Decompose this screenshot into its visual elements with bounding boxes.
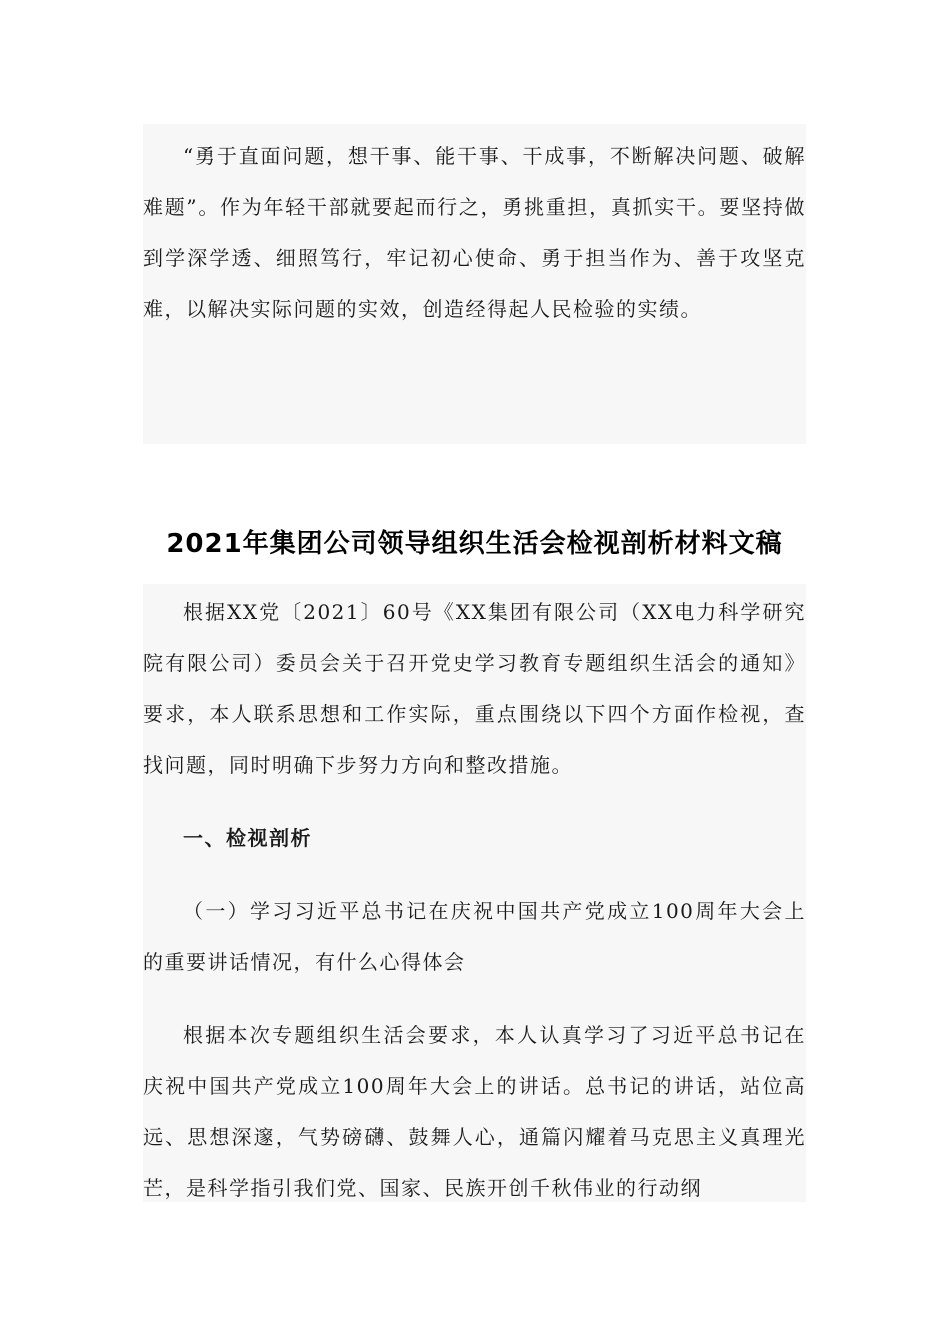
body-paragraph: 根据本次专题组织生活会要求，本人认真学习了习近平总书记在庆祝中国共产党成立100周年大会上的讲话。总书记的讲话，站位高远、思想深邃，气势磅礴、鼓舞人心，通篇闪耀着马克思主义真理光芒，是科学指引我们党、国家、民族开创千秋伟业的行动纲: [143, 1023, 806, 1200]
intro-paragraph: 根据XX党〔2021〕60号《XX集团有限公司（XX电力科学研究院有限公司）委员会关于召开党史学习教育专题组织生活会的通知》要求，本人联系思想和工作实际，重点围绕以下四个方面作检视，查找问题，同时明确下步努力方向和整改措施。: [143, 600, 806, 777]
document-title: 2021年集团公司领导组织生活会检视剖析材料文稿: [166, 529, 783, 559]
quote-paragraph: “勇于直面问题，想干事、能干事、干成事，不断解决问题、破解难题”。作为年轻干部就要起而行之，勇挑重担，真抓实干。要坚持做到学深学透、细照笃行，牢记初心使命、勇于担当作为、善于攻坚克难，以解决实际问题的实效，创造经得起人民检验的实绩。: [143, 144, 806, 321]
section-heading: 一、检视剖析: [183, 826, 312, 850]
quote-section: [143, 124, 806, 444]
document-body: [143, 584, 806, 1202]
sub-heading: （一）学习习近平总书记在庆祝中国共产党成立100周年大会上的重要讲话情况，有什么心得体会: [143, 899, 806, 974]
